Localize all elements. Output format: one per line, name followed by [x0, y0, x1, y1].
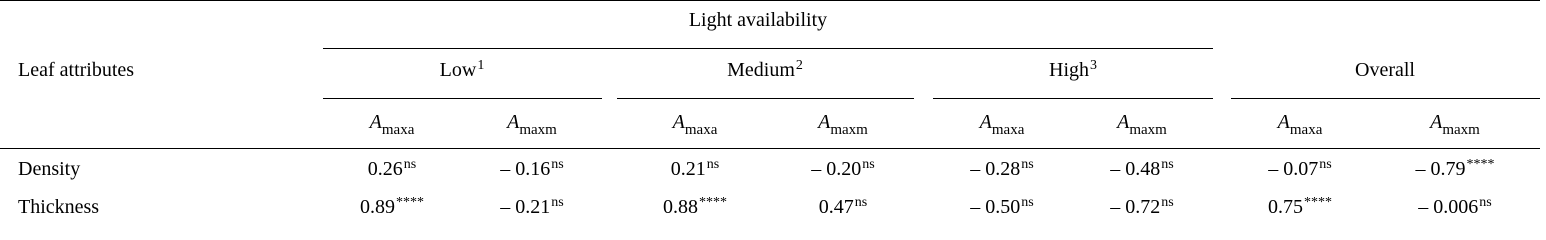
subgroup-label: Medium [727, 59, 795, 81]
table-cell: – $0.16^{ns}$ [500, 157, 564, 180]
table-cell: – $0.50^{ns}$ [970, 195, 1034, 218]
subgroup-label: Low [439, 59, 477, 81]
subgroup-header-medium [727, 58, 803, 85]
table-cell: – $0.72^{ns}$ [1110, 195, 1174, 218]
table-cell: – $0.21^{ns}$ [500, 195, 564, 218]
subgroup-label: High [1049, 59, 1089, 81]
group-header: Light availability [688, 9, 828, 31]
subgroup-rule-high [933, 98, 1213, 99]
footnote-marker: 3 [1090, 58, 1097, 73]
col-header-amaxa: $A_{maxa}$ [369, 111, 415, 138]
subgroup-header-high [1049, 58, 1097, 85]
subgroup-rule-overall [1231, 98, 1540, 99]
subgroup-header-low [440, 58, 485, 85]
col-header-amaxm: $A_{maxm}$ [1117, 111, 1167, 138]
table-cell: – 0.79**** [1415, 157, 1495, 180]
table-cell: 0.89**** [360, 195, 424, 218]
table-cell: 0.88**** [663, 195, 727, 218]
col-header-amaxm: $A_{maxm}$ [818, 111, 868, 138]
table-cell: $0.47^{ns}$ [818, 195, 868, 218]
table-cell: – $0.48^{ns}$ [1110, 157, 1174, 180]
table-cell: – $0.28^{ns}$ [970, 157, 1034, 180]
row-label-thickness: Thickness [18, 196, 100, 218]
header-bottom-rule [0, 148, 1540, 149]
table-cell: – $0.07^{ns}$ [1268, 157, 1332, 180]
table-cell: – $0.20^{ns}$ [811, 157, 875, 180]
col-header-amaxm: $A_{maxm}$ [1430, 111, 1480, 138]
table-cell: $0.26^{ns}$ [367, 157, 417, 180]
group-header-rule [323, 48, 1213, 49]
table-cell: $0.21^{ns}$ [670, 157, 720, 180]
col-header-amaxa: $A_{maxa}$ [979, 111, 1025, 138]
row-header-label: Leaf attributes [18, 59, 135, 81]
footnote-marker: 2 [795, 58, 803, 73]
table-cell: 0.75**** [1268, 195, 1332, 218]
col-header-amaxa: $A_{maxa}$ [672, 111, 718, 138]
table-cell: – $0.006^{ns}$ [1418, 195, 1492, 218]
col-header-amaxa: $A_{maxa}$ [1277, 111, 1323, 138]
row-label-density: Density [18, 158, 81, 180]
footnote-marker: 1 [477, 58, 485, 73]
subgroup-rule-medium [617, 98, 914, 99]
table-top-rule [0, 0, 1540, 1]
subgroup-rule-low [323, 98, 602, 99]
overall-header: Overall [1355, 59, 1415, 81]
col-header-amaxm: $A_{maxm}$ [507, 111, 557, 138]
